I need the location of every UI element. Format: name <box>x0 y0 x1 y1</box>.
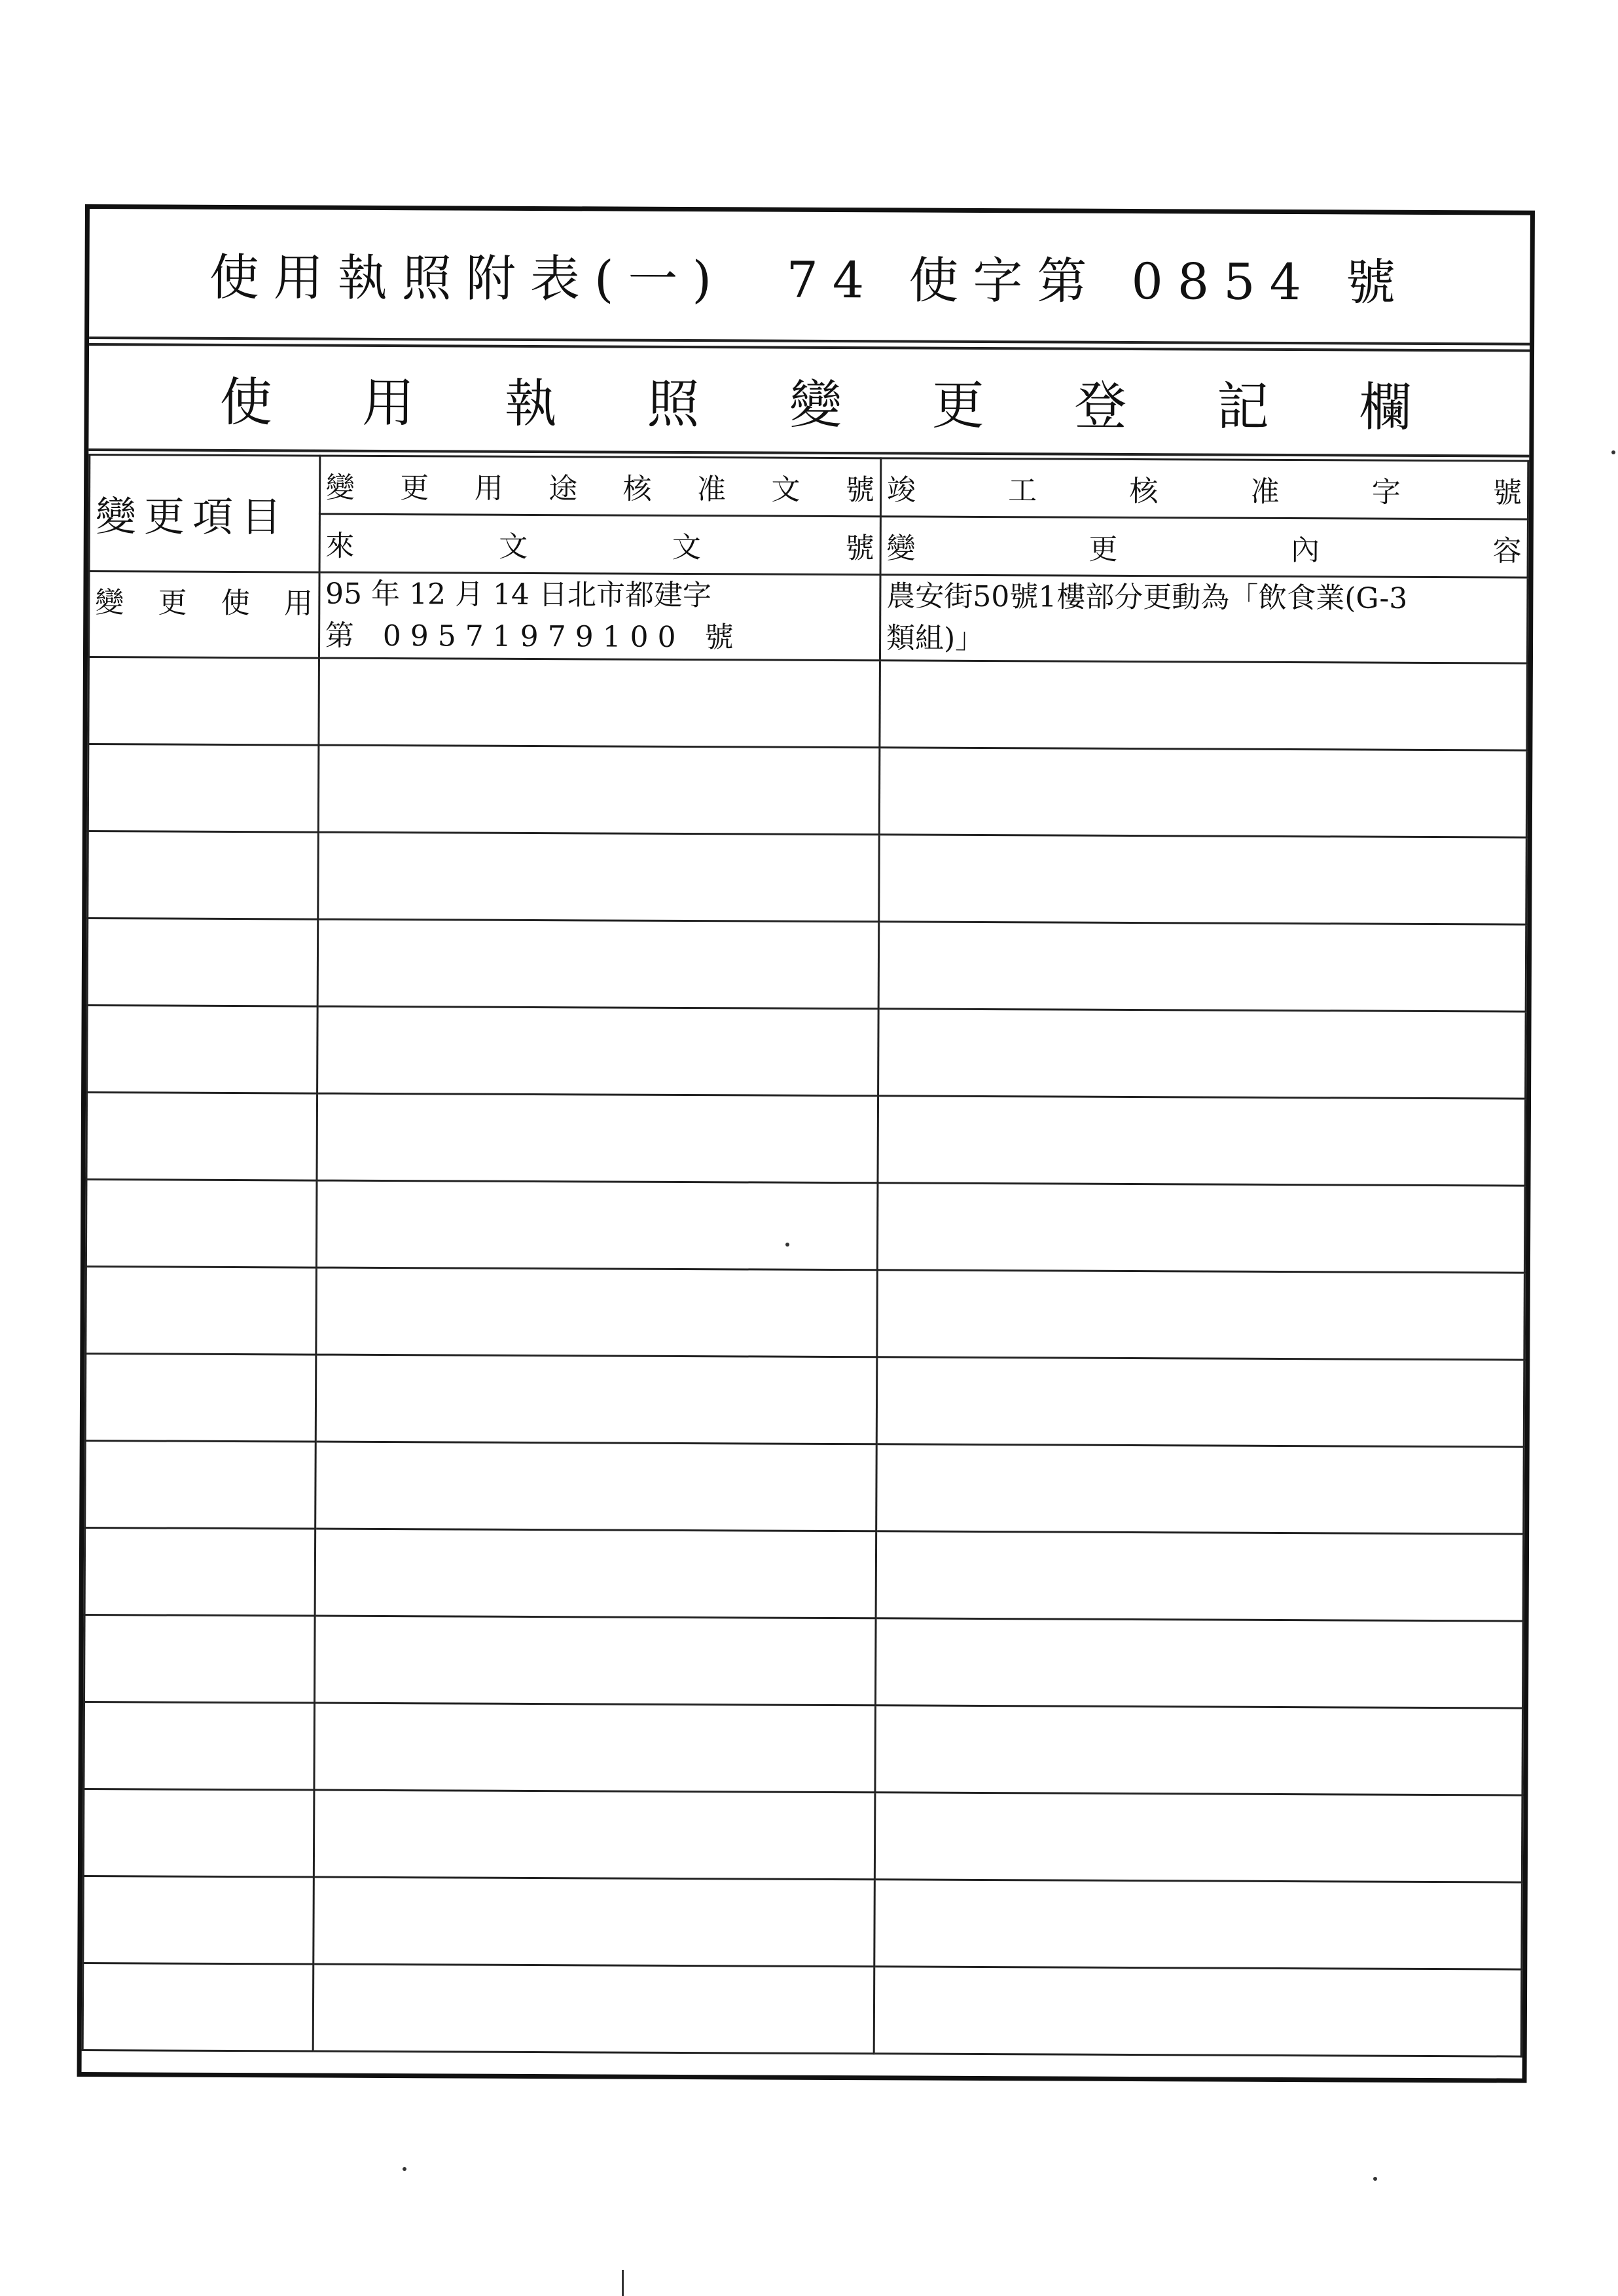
change-register-table <box>82 454 1530 2058</box>
empty-cell[interactable] <box>879 835 1527 924</box>
empty-cell[interactable] <box>84 1702 314 1791</box>
empty-cell[interactable] <box>88 744 318 833</box>
document-line-1: 95 年 12 月 14 日北市都建字 <box>325 577 712 613</box>
header-incoming-number: 來 文 文 號 <box>319 514 881 575</box>
empty-table-row <box>87 919 1526 1012</box>
empty-cell[interactable] <box>314 1790 875 1880</box>
empty-table-row <box>85 1441 1524 1535</box>
empty-cell[interactable] <box>877 1183 1525 1273</box>
scan-speck <box>1611 450 1615 454</box>
empty-table-row <box>88 831 1527 925</box>
empty-cell[interactable] <box>877 1270 1525 1360</box>
entry-item: 變 更 使 用 <box>88 572 319 659</box>
empty-cell[interactable] <box>879 748 1527 837</box>
empty-cell[interactable] <box>315 1355 877 1444</box>
document-line-2: 第 0 9 5 7 1 9 7 9 1 0 0 號 <box>325 619 734 655</box>
empty-cell[interactable] <box>878 1096 1526 1186</box>
empty-cell[interactable] <box>86 1093 317 1181</box>
empty-cell[interactable] <box>85 1354 315 1442</box>
heading-char: 使 <box>219 371 272 433</box>
empty-cell[interactable] <box>319 658 880 748</box>
empty-table-row <box>85 1354 1524 1448</box>
heading-char: 登 <box>1074 375 1127 437</box>
empty-cell[interactable] <box>318 745 880 835</box>
section-heading <box>88 343 1530 458</box>
empty-cell[interactable] <box>82 1963 313 2052</box>
empty-cell[interactable] <box>316 1180 878 1270</box>
empty-cell[interactable] <box>87 1006 317 1094</box>
heading-char: 更 <box>931 374 984 436</box>
empty-table-row <box>88 744 1527 838</box>
content-line-1: 農安街50號1樓部分更動為「飲食業(G-3 <box>886 579 1408 615</box>
table-row <box>88 572 1528 664</box>
empty-table-row <box>83 1789 1522 1883</box>
entry-document-number <box>319 572 880 661</box>
empty-cell[interactable] <box>84 1615 315 1704</box>
scan-speck <box>785 1243 789 1247</box>
empty-cell[interactable] <box>83 1789 314 1878</box>
empty-cell[interactable] <box>314 1703 876 1793</box>
empty-cell[interactable] <box>874 1793 1522 1882</box>
empty-cell[interactable] <box>87 919 317 1007</box>
heading-char: 用 <box>362 372 415 434</box>
empty-cell[interactable] <box>85 1441 315 1529</box>
heading-char: 記 <box>1216 376 1270 437</box>
empty-cell[interactable] <box>876 1531 1524 1621</box>
empty-table-row <box>87 1006 1526 1099</box>
heading-char: 變 <box>789 374 842 436</box>
header-completion-number: 竣 工 核 准 字 號 <box>880 458 1528 519</box>
empty-cell[interactable] <box>88 657 319 746</box>
empty-cell[interactable] <box>83 1876 314 1965</box>
empty-table-row <box>86 1093 1526 1186</box>
empty-cell[interactable] <box>880 661 1528 750</box>
empty-cell[interactable] <box>317 919 879 1009</box>
scan-mark <box>622 2270 624 2296</box>
form-title-left: 使用執照附表(一) <box>209 247 727 309</box>
empty-cell[interactable] <box>878 1009 1526 1099</box>
empty-cell[interactable] <box>316 1267 878 1357</box>
header-change-content: 變 更 內 容 <box>880 517 1528 577</box>
permit-number: 74 使字第 0854 號 <box>786 250 1411 312</box>
empty-cell[interactable] <box>315 1442 876 1531</box>
empty-cell[interactable] <box>313 1877 874 1967</box>
heading-char: 欄 <box>1359 376 1412 438</box>
empty-cell[interactable] <box>876 1357 1524 1447</box>
entry-change-content <box>880 575 1528 663</box>
heading-char: 照 <box>647 373 700 435</box>
empty-cell[interactable] <box>314 1616 876 1705</box>
empty-cell[interactable] <box>878 922 1526 1011</box>
content-line-2: 類組)」 <box>886 621 984 655</box>
empty-cell[interactable] <box>88 831 318 920</box>
empty-table-row <box>86 1267 1525 1360</box>
empty-table-row <box>88 657 1528 751</box>
header-row <box>89 455 1528 520</box>
empty-table-row <box>82 1963 1522 2057</box>
empty-table-row <box>84 1528 1524 1622</box>
empty-cell[interactable] <box>876 1444 1524 1534</box>
empty-cell[interactable] <box>874 1967 1522 2056</box>
empty-cell[interactable] <box>317 832 879 922</box>
empty-cell[interactable] <box>875 1705 1523 1795</box>
empty-cell[interactable] <box>313 1964 874 2054</box>
scan-speck <box>403 2167 406 2171</box>
empty-cell[interactable] <box>86 1180 316 1268</box>
heading-char: 執 <box>504 373 558 435</box>
empty-cell[interactable] <box>317 1006 878 1096</box>
empty-cell[interactable] <box>874 1880 1522 1969</box>
header-change-item: 變更項目 <box>89 455 319 573</box>
empty-table-row <box>86 1180 1525 1273</box>
empty-table-row <box>83 1876 1522 1970</box>
empty-table-row <box>84 1615 1524 1709</box>
empty-table-row <box>84 1702 1523 1796</box>
empty-cell[interactable] <box>315 1529 876 1618</box>
empty-cell[interactable] <box>317 1093 878 1183</box>
empty-cell[interactable] <box>84 1528 315 1616</box>
empty-cell[interactable] <box>86 1267 316 1355</box>
header-approval-number: 變 更 用 途 核 准 文 號 <box>319 456 881 517</box>
scan-speck <box>1373 2177 1377 2181</box>
empty-cell[interactable] <box>875 1618 1523 1708</box>
form-title <box>89 209 1530 346</box>
form-frame <box>77 204 1535 2083</box>
